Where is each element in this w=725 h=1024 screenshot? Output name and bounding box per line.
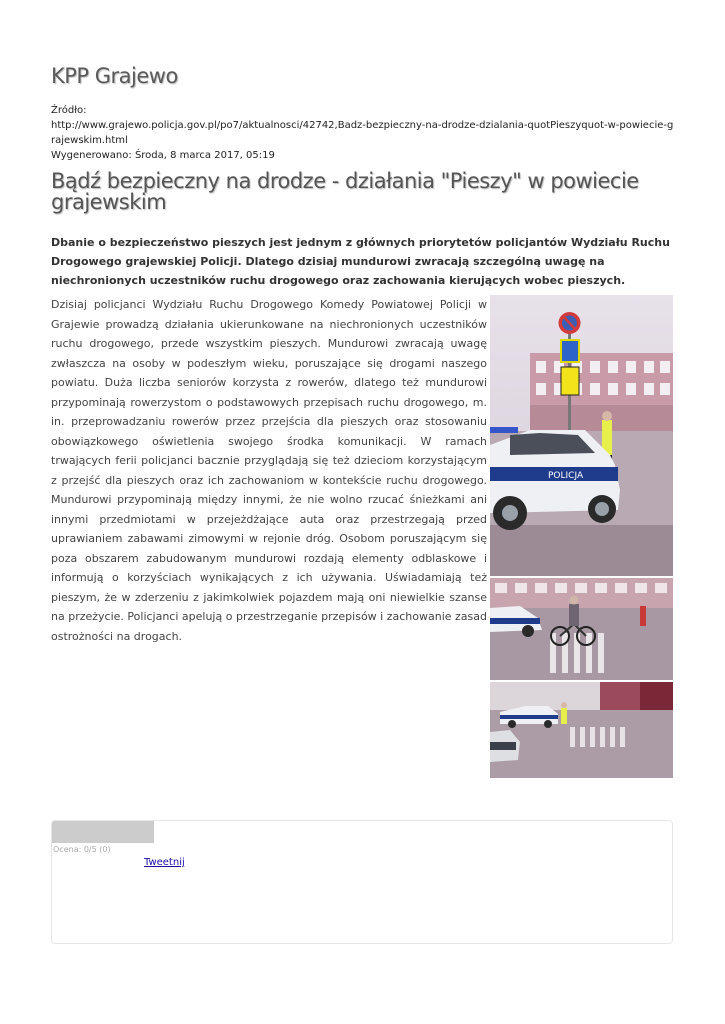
photo-police-car[interactable]	[490, 295, 673, 576]
tweet-link[interactable]: Tweetnij	[144, 857, 185, 868]
article-body: Dzisiaj policjanci Wydziału Ruchu Drogowego Komedy Powiatowej Policji w Grajewie prowadzą działania ukierunkowane na niechronionych uczestników ruchu drogowego, przede wszystkim pieszych. Mundurowi zwracają uwagę zwłaszcza na osoby w podeszłym wieku, poruszające się drogami naszego powiatu. Duża liczba seniorów korzysta z rowerów, dlatego też mundurowi przypominają rowerzystom o podstawowych przepisach ruchu drogowego, m. in. przeprowadzaniu rowerów przez przejścia dla pieszych oraz stosowaniu obowiązkowego oświetlenia swojego środka komunikacji. W ramach trwających ferii policjanci bacznie przyglądają się też dzieciom korzystającym z przejść dla pieszych oraz ich zachowaniom w kontekście ruchu drogowego. Mundurowi przypominają między innymi, że nie wolno rzucać śnieżkami ani innymi przedmiotami w przejeżdżające auta oraz przestrzegają przed uprawianiem zabawami zimowymi w rejonie dróg. Osobom poruszającym się poza obszarem zabudowanym mundurowi rozdają elementy odblaskowe i informują o korzyściach wynikających z ich używania. Uświadamiają też pieszym, że w zderzeniu z jakimkolwiek pojazdem mają oni niewielkie szanse na przeżycie. Policjanci apelują o przestrzeganie przepisów i zachowanie zasad ostrożności na drogach.	[51, 298, 487, 643]
article-lead: Dbanie o bezpieczeństwo pieszych jest jednym z głównych priorytetów policjantów Wydziału Ruchu Drogowego grajewskiej Policji. Dlatego dzisiaj mundurowi zwracają szczególną uwagę na niechronionych uczestników ruchu drogowego oraz zachowania kierujących wobec pieszych.	[51, 236, 670, 287]
source-label: Źródło:	[51, 105, 87, 116]
photo-cyclist[interactable]	[490, 578, 673, 680]
rating-stars[interactable]	[52, 821, 154, 843]
generated-date: Wygenerowano: Środa, 8 marca 2017, 05:19	[51, 150, 275, 161]
police-car-label: POLICJA	[548, 471, 584, 481]
article-title: Bądź bezpieczny na drodze - działania "Pieszy" w powiecie grajewskim	[51, 169, 639, 214]
rating-label: Ocena: 0/5 (0)	[53, 845, 111, 854]
source-url: http://www.grajewo.policja.gov.pl/po7/aktualnosci/42742,Badz-bezpieczny-na-drodze-dzialania-quotPieszyquot-w-powiecie-grajewskim.html	[51, 120, 674, 146]
rating-box	[51, 820, 673, 944]
site-title: KPP Grajewo	[51, 64, 178, 88]
photo-patrol-street[interactable]	[490, 682, 673, 778]
source-meta	[51, 103, 676, 163]
